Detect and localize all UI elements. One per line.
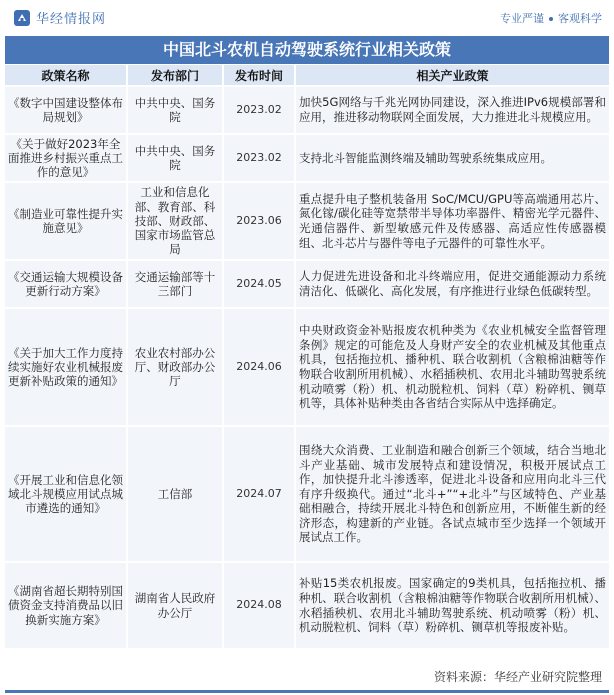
policy-content: 围绕大众消费、工业制造和融合创新三个领域，结合当地北斗产业基础、城市发展特点和建设情况，积极开展试点工作，加快提升北斗渗透率，促进北斗设备和应用向北斗三代有序升级换代。通过“北斗+”“+北斗”与区域特色、产业基础相融合，持续开展北斗特色和创新应用，不断催生新的经济形态，构建新的产业链。各试点城市至少选择一个领域开展试点工作。 [295, 426, 609, 562]
footer-divider [5, 690, 609, 693]
column-header-name: 政策名称 [5, 65, 127, 86]
brand-logo[interactable] [13, 8, 106, 27]
policy-date: 2023.06 [223, 182, 295, 260]
policy-name: 《关于加大工作力度持续实施好农业机械报废更新补贴政策的通知》 [5, 308, 127, 426]
policy-dept: 中共中央、国务院 [127, 86, 223, 134]
policy-name: 《开展工业和信息化领域北斗规模应用试点城市遴选的通知》 [5, 426, 127, 562]
policy-content: 加快5G网络与千兆光网协同建设，深入推进IPv6规模部署和应用，推进移动物联网全面发展，大力推进北斗规模应用。 [295, 86, 609, 134]
policy-date: 2023.02 [223, 86, 295, 134]
policy-date: 2024.07 [223, 426, 295, 562]
policy-table [5, 65, 609, 648]
table-row [5, 426, 609, 562]
policy-dept: 农业农村部办公厅、财政部办公厅 [127, 308, 223, 426]
brand-name: 华经情报网 [36, 12, 107, 27]
policy-date: 2023.02 [223, 134, 295, 182]
column-header-dept: 发布部门 [127, 65, 223, 86]
bullet-dot-icon [549, 17, 553, 21]
policy-content: 人力促进先进设备和北斗终端应用，促进交通能源动力系统清洁化、低碳化、高化发展，有序推进行业绿色低碳转型。 [295, 260, 609, 308]
policy-date: 2024.06 [223, 308, 295, 426]
column-header-date: 发布时间 [223, 65, 295, 86]
table-header-row [5, 65, 609, 86]
slogan-left: 专业严谨 [500, 12, 544, 25]
policy-content: 重点提升电子整机装备用 SoC/MCU/GPU等高端通用芯片、氮化镓/碳化硅等宽禁带半导体功率器件、精密光学元器件、光通信器件、新型敏感元件及传感器、高适应性传感器模组、北斗芯片与器件等电子元器件的可靠性水平。 [295, 182, 609, 260]
policy-date: 2024.08 [223, 562, 295, 648]
table-row [5, 308, 609, 426]
source-note: 资料来源：华经产业研究院整理 [433, 670, 602, 684]
slogan-right: 客观科学 [558, 12, 602, 25]
table-row [5, 86, 609, 134]
column-header-content: 相关产业政策 [295, 65, 609, 86]
table-row [5, 182, 609, 260]
policy-name: 《关于做好2023年全面推进乡村振兴重点工作的意见》 [5, 134, 127, 182]
policy-name: 《数字中国建设整体布局规划》 [5, 86, 127, 134]
table-row [5, 562, 609, 648]
slogan [500, 10, 602, 26]
policy-content: 中央财政资金补贴报废农机种类为《农业机械安全监督管理条例》规定的可能危及人身财产安全的农业机械及其他重点机具，包括拖拉机、播种机、联合收割机（含粮棉油糖等作物联合收割所用机械）、水稻插秧机、农用北斗辅助驾驶系统机动喷雾（粉）机、机动脱粒机、饲料（草）粉碎机、铡草机等，具体补贴种类由各省结合实际从中选择确定。 [295, 308, 609, 426]
policy-name: 《制造业可靠性提升实施意见》 [5, 182, 127, 260]
page-title: 中国北斗农机自动驾驶系统行业相关政策 [5, 36, 609, 64]
policy-dept: 湖南省人民政府办公厅 [127, 562, 223, 648]
policy-name: 《湖南省超长期特别国债资金支持消费品以旧换新实施方案》 [5, 562, 127, 648]
policy-dept: 工业和信息化部、教育部、科技部、财政部、国家市场监管总局 [127, 182, 223, 260]
policy-dept: 工信部 [127, 426, 223, 562]
policy-dept: 交通运输部等十三部门 [127, 260, 223, 308]
top-bar [0, 0, 614, 34]
policy-content: 补贴15类农机报废。国家确定的9类机具，包括拖拉机、播种机、联合收割机（含粮棉油糖等作物联合收割所用机械）、水稻插秧机、农用北斗辅助驾驶系统、机动喷雾（粉）机、机动脱粒机、饲料（草）粉碎机、铡草机等报废补贴。 [295, 562, 609, 648]
policy-content: 支持北斗智能监测终端及辅助驾驶系统集成应用。 [295, 134, 609, 182]
policy-name: 《交通运输大规模设备更新行动方案》 [5, 260, 127, 308]
table-row [5, 134, 609, 182]
policy-dept: 中共中央、国务院 [127, 134, 223, 182]
table-row [5, 260, 609, 308]
brand-logo-icon [13, 9, 31, 27]
policy-date: 2024.05 [223, 260, 295, 308]
